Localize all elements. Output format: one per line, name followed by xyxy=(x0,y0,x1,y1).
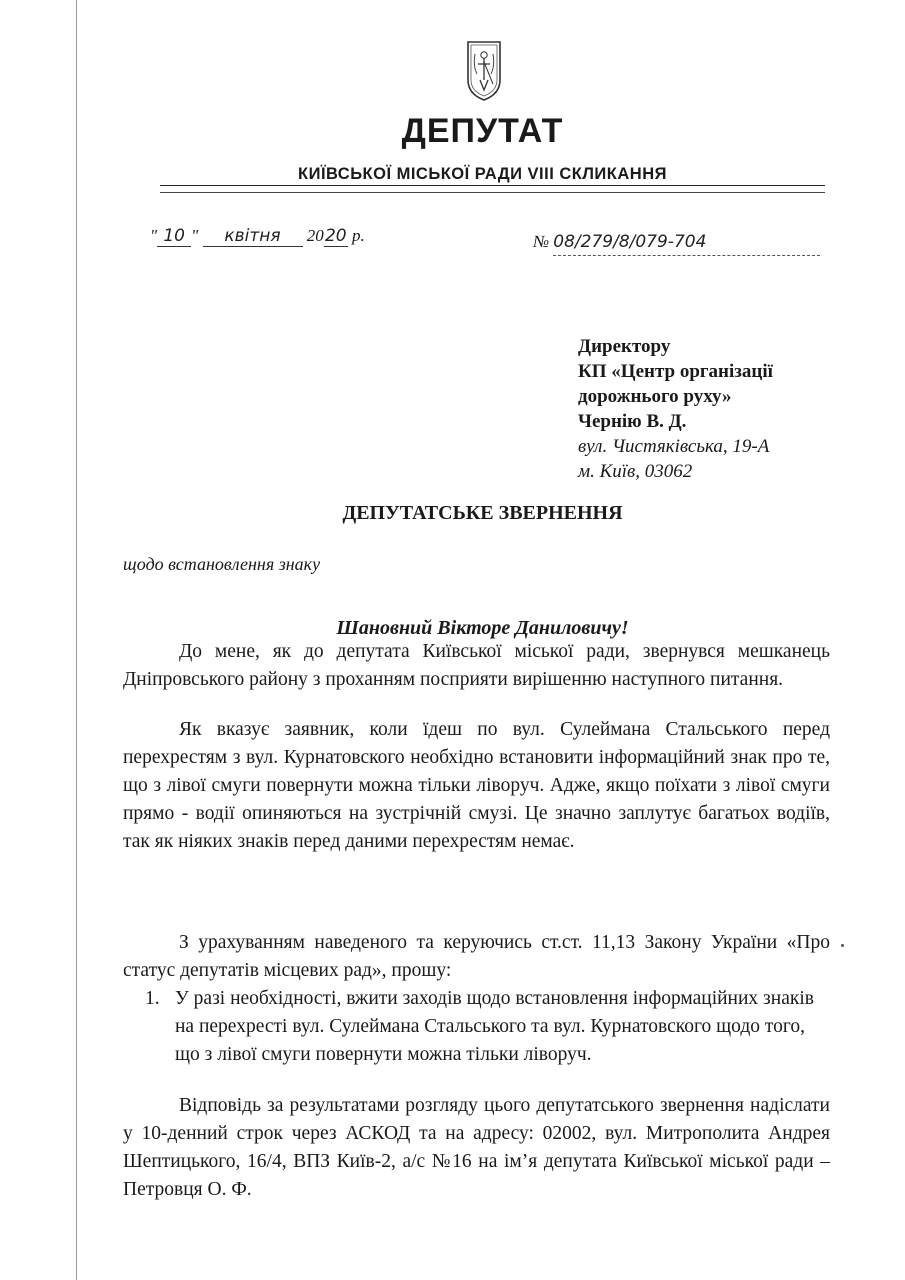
kyiv-coat-of-arms-icon xyxy=(466,40,502,102)
list-item-text: У разі необхідності, вжити заходів щодо встановлення інформаційних знаків на перехресті вул. Сулеймана Стальського та вул. Курнатовского щодо того, що з лівої смуги повернути можна тільки ліворуч. xyxy=(175,988,814,1065)
date-year-prefix: 20 xyxy=(306,226,324,245)
date-open-quote: " xyxy=(150,226,158,245)
paragraph-request-details: Як вказує заявник, коли їдеш по вул. Сулеймана Стальського перед перехрестям з вул. Курнатовского необхідно встановити інформаційний знак про те, що з лівої смуги повернути можна тільки ліворуч. Адже, якщо поїхати з лівої смуги прямо - водії опиняються на зустрічній смузі. Це значно заплутує багатьох водіїв, так як ніяких знаків перед даними перехрестям немає. xyxy=(123,719,830,852)
addressee-position: Директору xyxy=(578,336,671,357)
scan-speck xyxy=(841,944,844,947)
page-title: ДЕПУТАТ xyxy=(401,112,564,150)
addressee-city: м. Київ, 03062 xyxy=(578,461,693,482)
document-date xyxy=(150,226,365,247)
date-close-quote: " xyxy=(191,226,199,245)
list-item xyxy=(145,985,830,1069)
document-subject: щодо встановлення знаку xyxy=(123,554,321,574)
addressee-name: Чернію В. Д. xyxy=(578,411,687,432)
header-divider-bottom xyxy=(160,192,825,193)
number-value: 08/279/8/079-704 xyxy=(553,232,707,252)
list-item-number: 1. xyxy=(145,988,160,1009)
paragraph-request-intro: До мене, як до депутата Київської міської ради, звернувся мешканець Дніпровського району з проханням посприяти вирішенню наступного питання. xyxy=(123,641,830,690)
paragraph-legal-basis: З урахуванням наведеного та керуючись ст.ст. 11,13 Закону України «Про статус депутатів місцевих рад», прошу: xyxy=(123,932,830,981)
addressee-street: вул. Чистяківська, 19-А xyxy=(578,436,770,457)
document-number xyxy=(533,232,706,252)
number-label: № xyxy=(533,232,550,251)
date-month: квітня xyxy=(203,226,303,247)
addressee-block xyxy=(578,334,773,484)
number-underline xyxy=(553,254,820,256)
header-divider-top xyxy=(160,185,825,186)
addressee-organization-line1: КП «Центр організації xyxy=(578,361,773,382)
page-margin-line xyxy=(76,0,77,1280)
date-year-suffix: 20 xyxy=(324,226,347,246)
council-subtitle: КИЇВСЬКОЇ МІСЬКОЇ РАДИ VIII СКЛИКАННЯ xyxy=(298,165,667,183)
addressee-organization-line2: дорожнього руху» xyxy=(578,386,732,407)
date-year-unit: р. xyxy=(352,226,365,245)
salutation: Шановний Вікторе Даниловичу! xyxy=(336,617,629,639)
paragraph-response-instructions: Відповідь за результатами розгляду цього депутатського звернення надіслати у 10-денний строк через АСКОД та на адресу: 02002, вул. Митрополита Андрея Шептицького, 16/4, ВПЗ Київ-2, а/с №16 на ім’я депутата Київської міської ради – Петровця О. Ф. xyxy=(123,1095,830,1200)
document-title: ДЕПУТАТСЬКЕ ЗВЕРНЕННЯ xyxy=(342,502,623,524)
date-day: 10 xyxy=(157,226,191,247)
